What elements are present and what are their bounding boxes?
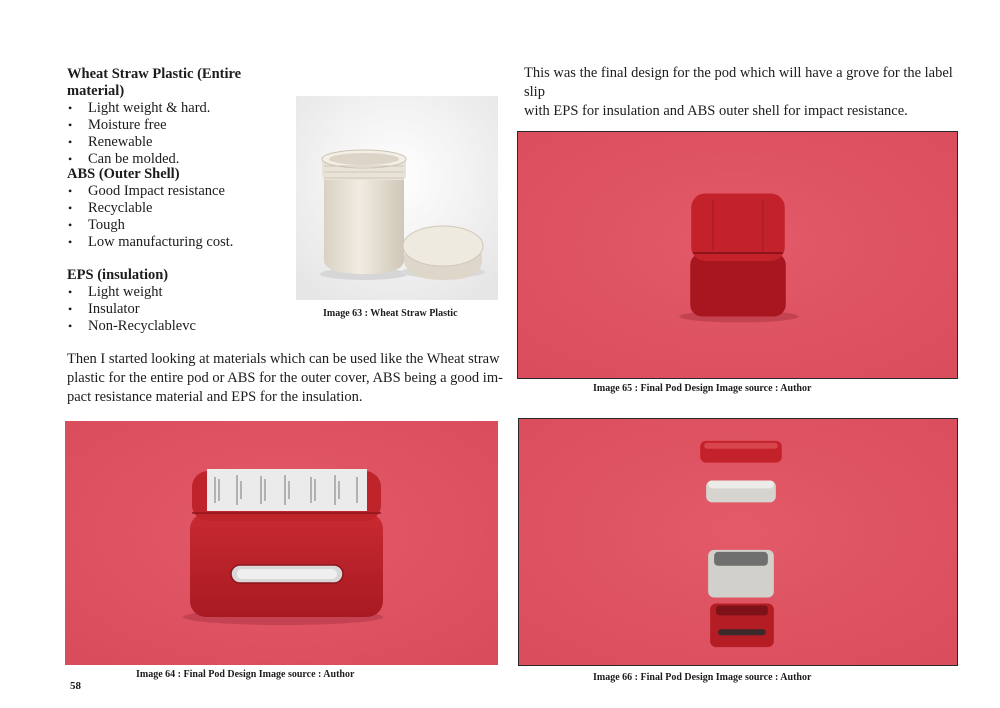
right-paragraph [524, 64, 964, 121]
paragraph-line: Then I started looking at materials which can be used like the Wheat straw [67, 351, 500, 367]
bullet-item: • Can be molded. [67, 151, 297, 168]
exploded-pod-photo [518, 418, 958, 666]
material-section-abs [67, 166, 297, 251]
bullet-item: • Good Impact resistance [67, 183, 297, 200]
image-64-caption: Image 64 : Final Pod Design Image source : Author [136, 669, 355, 680]
bullet-item: • Low manufacturing cost. [67, 234, 297, 251]
paragraph-line: pact resistance material and EPS for the insulation. [67, 389, 363, 405]
bullet-item: • Moisture free [67, 117, 297, 134]
bullet-item: • Light weight [67, 284, 297, 301]
material-heading: Wheat Straw Plastic (Entire material) [67, 66, 242, 99]
material-bullet-list [67, 284, 297, 335]
bullet-item: • Renewable [67, 134, 297, 151]
material-bullet-list [67, 183, 297, 251]
paragraph-line: with EPS for insulation and ABS outer shell for impact resistance. [524, 103, 908, 119]
closed-pod-photo [517, 131, 958, 379]
material-section-wheat-straw [67, 66, 297, 168]
material-heading: EPS (insulation) [67, 267, 169, 283]
pod-with-label-photo [65, 421, 498, 665]
page-number: 58 [70, 680, 81, 692]
image-65-caption: Image 65 : Final Pod Design Image source : Author [593, 383, 812, 394]
material-heading: ABS (Outer Shell) [67, 166, 180, 182]
image-63-caption: Image 63 : Wheat Straw Plastic [323, 308, 458, 319]
left-paragraph [67, 350, 507, 407]
wheat-straw-jar-photo [296, 96, 498, 300]
paragraph-line: This was the final design for the pod which will have a grove for the label slip [524, 65, 953, 100]
bullet-item: • Insulator [67, 301, 297, 318]
bullet-item: • Light weight & hard. [67, 100, 297, 117]
material-bullet-list [67, 100, 297, 168]
bullet-item: • Recyclable [67, 200, 297, 217]
image-66-caption: Image 66 : Final Pod Design Image source : Author [593, 672, 812, 683]
bullet-item: • Tough [67, 217, 297, 234]
paragraph-line: plastic for the entire pod or ABS for the outer cover, ABS being a good im- [67, 370, 503, 386]
bullet-item: • Non-Recyclablevc [67, 318, 297, 335]
material-section-eps [67, 267, 297, 335]
